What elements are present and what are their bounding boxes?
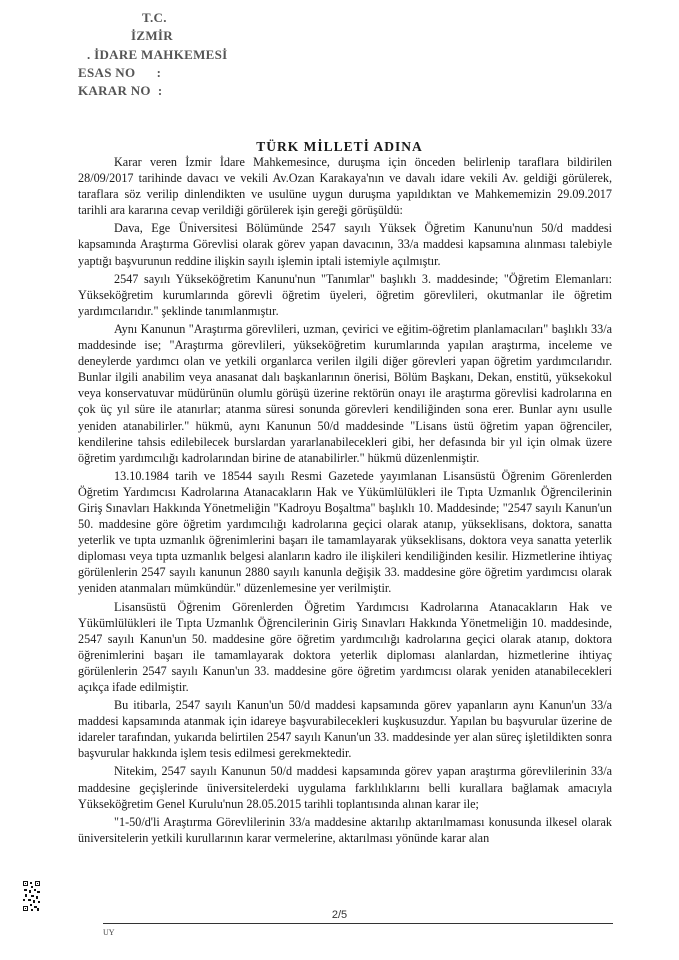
paragraph: "1-50/d'li Araştırma Görevlilerinin 33/a maddesine aktarılıp aktarılmaması konusunda ilkesel olarak üniversitelerin yetkili kurullarının karar vermelerine, aktarılması yönünde karar alan: [78, 814, 612, 845]
paragraph: 13.10.1984 tarih ve 18544 sayılı Resmi Gazetede yayımlanan Lisansüstü Öğrenim Görenlerden Öğretim Yardımcısı Kadrolarına Atanacakların Hak ve Yükümlülükleri ile Tıpta Uzmanlık Öğrencilerinin Giriş Sınavları Hakkında Yönetmeliğin "Kadroyu Boşaltma" başlıklı 10. Maddesinde; "2547 sayılı Kanun'un 50. maddesine göre öğretim yardımcılığı kadrolarına geçici olarak atanıp, yükseklisans, doktora, sanatta yeterlik ve tıpta uzmanlık öğrenimlerini başarı ile tamamlayarak yükseklisans, doktora veya sanatta yeterlik diploması veya tıpta uzmanlık belgesi alanların kadro ile ilişkileri kendiliğinden kesilir. Hizmetlerine ihtiyaç görülenlerin 2547 sayılı kanunun 2880 sayılı kanunla değişik 33. maddesine göre öğretim yardımcısı olarak yeniden atanmaları mümkündür." düzenlemesine yer verilmiştir.: [78, 468, 612, 596]
document-body: [78, 154, 612, 848]
qr-code-icon: [22, 880, 41, 912]
header-city: İZMİR: [131, 28, 173, 43]
header-esas-no: ESAS NO :: [78, 65, 162, 80]
footer-divider: [103, 923, 613, 924]
paragraph: Nitekim, 2547 sayılı Kanunun 50/d maddesi kapsamında görev yapan araştırma görevlilerinin 33/a maddesine geçişlerinde üniversitelerdeki uygulama farklılıklarını belli kurallara bağlamak amacıyla Yükseköğretim Genel Kurulu'nun 28.05.2015 tarihli toplantısında alınan karar ile;: [78, 764, 612, 811]
paragraph: Karar veren İzmir İdare Mahkemesince, duruşma için önceden belirlenip taraflara bildirilen 28/09/2017 tarihinde davacı ve vekili Av.Ozan Karakaya'nın ve davalı idare vekili Av. geldiği görülerek, taraflara söz verilip dinlendikten ve usulüne uygun duruşma yapıldıktan ve Mahkememizin 29.09.2017 tarihli ara kararına cevap verildiği görülerek işin gereği görüşüldü:: [78, 155, 612, 218]
header-tc: T.C.: [142, 10, 167, 25]
paragraph: Dava, Ege Üniversitesi Bölümünde 2547 sayılı Yüksek Öğretim Kanunu'nun 50/d maddesi kapsamında Araştırma Görevlisi olarak görev yapan davacının, 33/a maddesi kapsamına alınması talebiyle yaptığı başvurunun reddine ilişkin sayılı işlemin iptali istemiyle açılmıştır.: [78, 221, 612, 268]
page-number: 2/5: [331, 909, 348, 921]
header-karar-no: KARAR NO :: [78, 83, 163, 98]
paragraph: Lisansüstü Öğrenim Görenlerden Öğretim Yardımcısı Kadrolarına Atanacakların Hak ve Yükümlülükleri ile Tıpta Uzmanlık Öğrencilerinin Giriş Sınavları Hakkında Yönetmeliğin 10. maddesinde, 2547 sayılı Kanun'un 50. maddesine göre öğretim yardımcılığı kadrolarına geçici olarak atanıp, doktora öğrenimlerini başarı ile tamamlayarak doktora yeterlik diploması alanlardan, hizmetlerine ihtiyaç görülenlerin 2547 sayılı Kanun'un 33. maddesine göre öğretim yardımcısı olarak yeniden atanabilecekleri açıkça ifade edilmiştir.: [78, 599, 612, 694]
footer-code: UY: [103, 928, 115, 937]
paragraph: 2547 sayılı Yükseköğretim Kanunu'nun "Tanımlar" başlıklı 3. maddesinde; "Öğretim Elemanları: Yükseköğretim kurumlarında görevli öğretim üyeleri, öğretim görevlileri, okutmanlar ile öğretim yardımcılarıdır." şeklinde tanımlanmıştır.: [78, 271, 612, 318]
paragraph: Bu itibarla, 2547 sayılı Kanun'un 50/d maddesi kapsamında görev yapanların aynı Kanun'un 33/a maddesi kapsamında atanmak için idareye başvurabilecekleri kuşkusuzdur. Yapılan bu başvurular üzerine de idareler tarafından, yukarıda belirtilen 2547 sayılı Kanun'un 33. maddesinde yer alan süreç işletildikten sonra başvurular hakkında işlem tesis edilmesi gerekmektedir.: [78, 698, 612, 761]
document-title: TÜRK MİLLETİ ADINA: [256, 139, 423, 154]
header-court: . İDARE MAHKEMESİ: [87, 47, 228, 62]
paragraph: Aynı Kanunun "Araştırma görevlileri, uzman, çevirici ve eğitim-öğretim planlamacıları" başlıklı 33/a maddesinde ise; "Araştırma görevlileri, yükseköğretim kurumlarında yapılan araştırma, inceleme ve deneylerde yardımcı olan ve yetkili organlarca verilen ilgili diğer görevleri yapan öğretim yardımcılarıdır. Bunlar ilgili anabilim veya anasanat dalı başkanlarının önerisi, Bölüm Başkanı, Dekan, enstitü, yüksekokul veya konservatuvar müdürünün olumlu görüşü üzerine rektörün onayı ile araştırma görevlisi kadrolarına en çok üç yıl süre ile atanırlar; atanma süresi sonunda görevleri kendiliğinden sona erer. Bunlar aynı usulle yeniden atanabilirler." hükmü, aynı Kanunun 50/d maddesinde "Lisans üstü öğretim yapan öğrenciler, kendilerine tahsis edilebilecek burslardan yararlanabilecekleri gibi, her defasında bir yıl için olmak üzere öğretim yardımcılığı kadrolarından birine de atanabilirler." hükmü düzenlenmiştir.: [78, 321, 612, 465]
